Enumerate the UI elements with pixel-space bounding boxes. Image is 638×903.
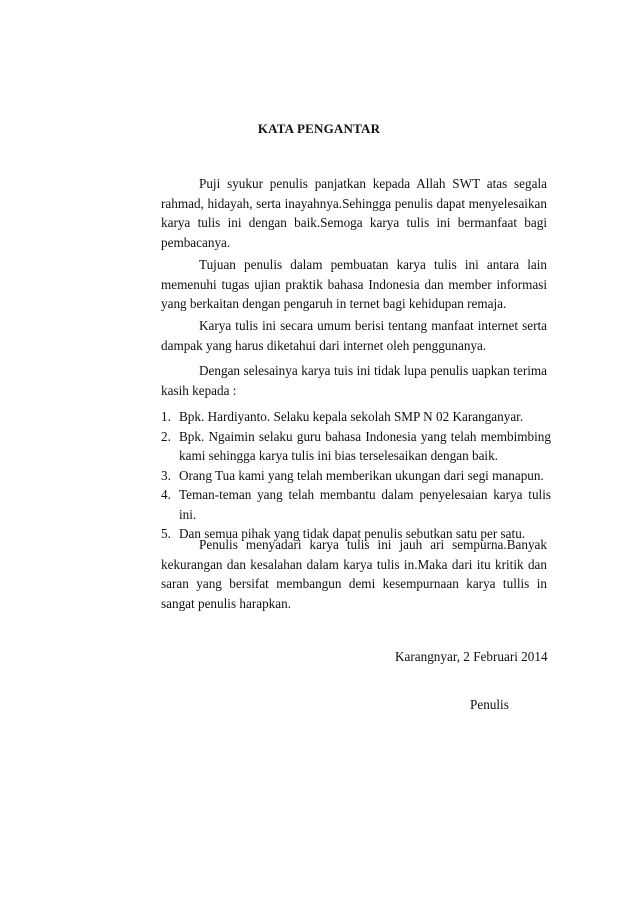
- list-item: [161, 466, 551, 486]
- list-item-number: 1.: [161, 409, 171, 424]
- list-item-text: Bpk. Hardiyanto. Selaku kepala sekolah SMP N 02 Karanganyar.: [179, 409, 524, 424]
- paragraph-purpose: Tujuan penulis dalam pembuatan karya tulis ini antara lain memenuhi tugas ujian praktik bahasa Indonesia dan member informasi yang berkaitan dengan pengaruh in ternet bagi kehidupan remaja.: [161, 257, 547, 311]
- page-title: KATA PENGANTAR: [257, 121, 381, 136]
- list-item-number: 2.: [161, 428, 171, 444]
- paragraph-gratitude: Puji syukur penulis panjatkan kepada Allah SWT atas segala rahmad, hidayah, serta inayahnya.Sehingga penulis dapat menyelesaikan karya tulis ini dengan baik.Semoga karya tulis ini bermanfaat bagi pembacanya.: [161, 176, 547, 250]
- place-date: Karangnyar, 2 Februari 2014: [395, 649, 548, 664]
- list-item-text: Teman-teman yang telah membantu dalam penyelesaian karya tulis ini.: [179, 487, 551, 522]
- list-item-text: Dan semua pihak yang tidak dapat penulis sebutkan satu per satu.: [179, 526, 526, 541]
- list-item-number: 4.: [161, 487, 171, 502]
- paragraph-closing: Penulis menyadari karya tulis ini jauh ari sempurna.Banyak kekurangan dan kesalahan dalam karya tulis in.Maka dari itu kritik dan saran yang bersifat membangun demi kesempurnaan karya tullis in sangat penulis harapkan.: [161, 537, 547, 611]
- list-item-number: 5.: [161, 526, 171, 541]
- list-item: [161, 485, 551, 524]
- list-item: [161, 427, 551, 466]
- signature-author: Penulis: [470, 697, 509, 712]
- list-item-text: Bpk. Ngaimin selaku guru bahasa Indonesia yang telah membimbing kami sehingga karya tulis ini bias terselesaikan dengan baik.: [179, 428, 551, 463]
- paragraph-thanks-intro: Dengan selesainya karya tuis ini tidak lupa penulis uapkan terima kasih kepada :: [161, 363, 547, 398]
- list-item-text: Orang Tua kami yang telah memberikan ukungan dari segi manapun.: [179, 467, 544, 483]
- list-item: [161, 407, 551, 427]
- list-item-number: 3.: [161, 467, 171, 483]
- thanks-list: [161, 407, 551, 544]
- paragraph-content: Karya tulis ini secara umum berisi tentang manfaat internet serta dampak yang harus diketahui dari internet oleh penggunanya.: [161, 318, 547, 353]
